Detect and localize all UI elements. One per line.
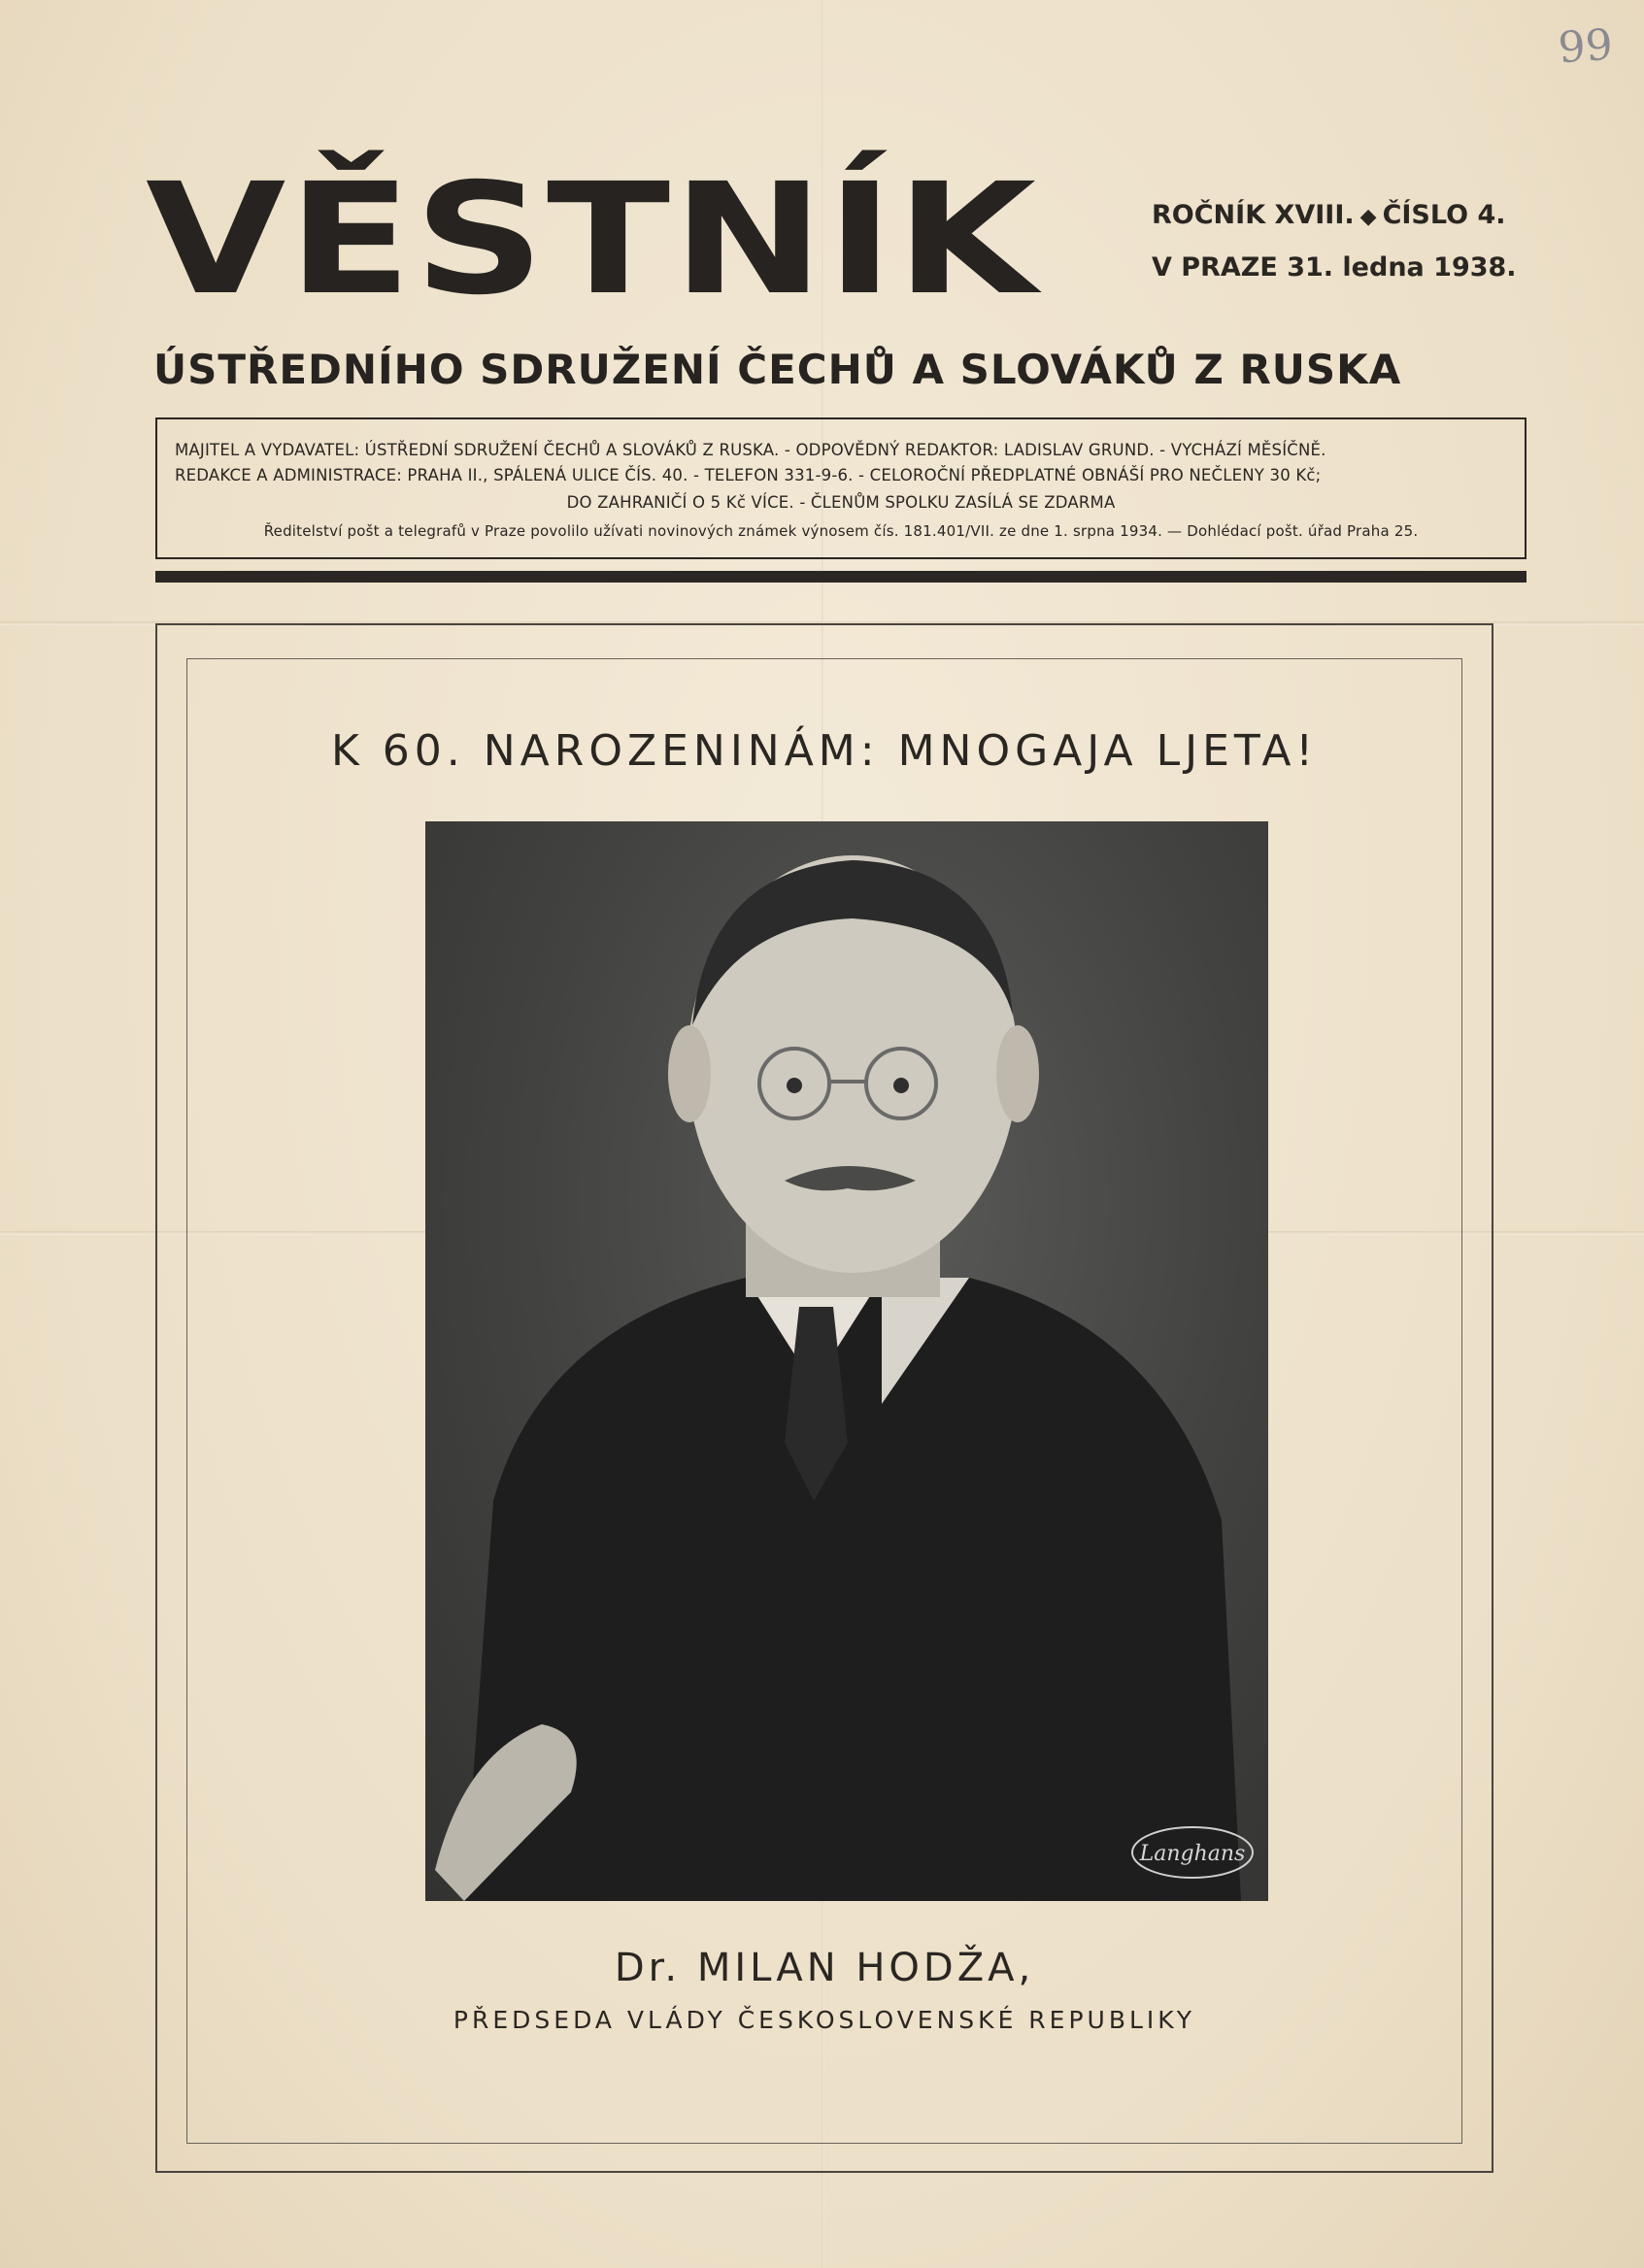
handwritten-mark: 99 <box>1556 19 1615 74</box>
diamond-icon: ◆ <box>1359 205 1377 229</box>
right-eye <box>893 1078 909 1093</box>
feature-headline: K 60. NAROZENINÁM: MNOGAJA LJETA! <box>330 726 1319 776</box>
left-eye <box>787 1078 802 1093</box>
volume-issue-line <box>1152 190 1530 243</box>
publisher-info-box <box>155 417 1527 559</box>
publisher-line: MAJITEL A VYDAVATEL: ÚSTŘEDNÍ SDRUŽENÍ ČECHŮ A SLOVÁKŮ Z RUSKA. - ODPOVĚDNÝ REDAKTOR: LADISLAV GRUND. - VYCHÁZÍ MĚSÍČNĚ. <box>175 441 1326 459</box>
masthead-title: VĚSTNÍK <box>146 150 1039 329</box>
place-date: V PRAZE 31. ledna 1938. <box>1152 252 1517 283</box>
suit-shape <box>464 1278 1241 1901</box>
editorial-address-line: REDAKCE A ADMINISTRACE: PRAHA II., SPÁLENÁ ULICE ČÍS. 40. - TELEFON 331-9-6. - CELOROČNÍ PŘEDPLATNÉ OBNÁŠÍ PRO NEČLENY 30 Kč; <box>175 466 1322 484</box>
issue-info <box>1152 190 1530 293</box>
left-ear <box>668 1025 711 1122</box>
portrait-illustration <box>425 821 1268 1901</box>
postal-permit-line: Ředitelství pošt a telegrafů v Praze povolilo užívati novinových známek výnosem čís. 181.401/VII. ze dne 1. srpna 1934. — Dohlédací pošt. úřad Praha 25. <box>263 522 1419 540</box>
masthead-rule <box>155 571 1527 583</box>
portrait-photo <box>425 821 1268 1901</box>
subscription-line: DO ZAHRANIČÍ O 5 Kč VÍCE. - ČLENŮM SPOLKU ZASÍLÁ SE ZDARMA <box>566 493 1116 512</box>
masthead-subtitle: ÚSTŘEDNÍHO SDRUŽENÍ ČECHŮ A SLOVÁKŮ Z RUSKA <box>153 346 1402 393</box>
issue-label: ČÍSLO 4. <box>1382 200 1506 230</box>
right-ear <box>996 1025 1039 1122</box>
person-role: PŘEDSEDA VLÁDY ČESKOSLOVENSKÉ REPUBLIKY <box>453 2006 1196 2034</box>
volume-label: ROČNÍK XVIII. <box>1152 200 1355 230</box>
person-name: Dr. MILAN HODŽA, <box>614 1946 1035 1990</box>
photo-credit: Langhans <box>1139 1842 1246 1866</box>
